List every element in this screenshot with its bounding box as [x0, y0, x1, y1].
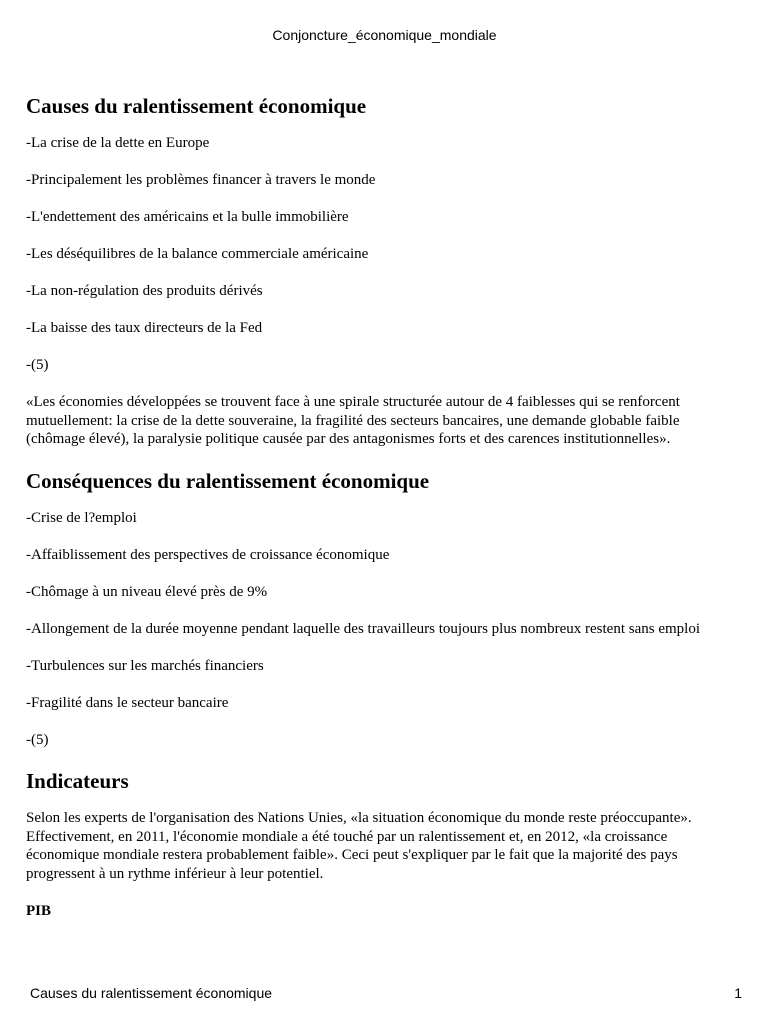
- running-header: Conjoncture_économique_mondiale: [272, 27, 497, 43]
- section-heading-consequences: Conséquences du ralentissement économique: [26, 468, 430, 493]
- footer-section-title: Causes du ralentissement économique: [30, 985, 273, 1001]
- paragraph: -Chômage à un niveau élevé près de 9%: [26, 583, 268, 600]
- page-number: 1: [734, 985, 742, 1001]
- quote-paragraph: «Les économies développées se trouvent face à une spirale structurée autour de 4 faiblesses qui se renforcent mutuellement: la crise de la dette souveraine, la fragilité des secteurs bancaires, une demande globable faible (chômage élevé), la paralysie politique causée par des antagonismes forts et des carences institutionnelles».: [26, 394, 680, 447]
- section-heading-causes: Causes du ralentissement économique: [26, 94, 367, 118]
- paragraph: -La baisse des taux directeurs de la Fed: [26, 320, 263, 336]
- paragraph: -Principalement les problèmes financer à travers le monde: [26, 172, 376, 188]
- paragraph: -(5): [26, 731, 49, 748]
- paragraph: -Affaiblissement des perspectives de croissance économique: [26, 546, 390, 563]
- paragraph: Selon les experts de l'organisation des Nations Unies, «la situation économique du monde reste préoccupante». Effectivement, en 2011, l'économie mondiale a été touché par un ralentissement et, en 2012, «la croissance économique mondiale restera probablement faible». Ceci peut s'expliquer par le fait que la majorité des pays progressent à un rythme inférieur à leur potentiel.: [26, 810, 692, 882]
- paragraph: -L'endettement des américains et la bulle immobilière: [26, 209, 349, 225]
- paragraph: -Crise de l?emploi: [26, 509, 137, 526]
- paragraph: -La non-régulation des produits dérivés: [26, 283, 263, 299]
- section-heading-indicateurs: Indicateurs: [26, 769, 129, 793]
- paragraph: -Les déséquilibres de la balance commerciale américaine: [26, 246, 369, 262]
- subheading-pib: PIB: [26, 902, 52, 919]
- paragraph: -(5): [26, 357, 49, 373]
- paragraph: -Allongement de la durée moyenne pendant laquelle des travailleurs toujours plus nombreux restent sans emploi: [26, 620, 700, 637]
- paragraph: -Fragilité dans le secteur bancaire: [26, 694, 229, 711]
- paragraph: -La crise de la dette en Europe: [26, 135, 210, 151]
- paragraph: -Turbulences sur les marchés financiers: [26, 657, 264, 674]
- document-body: [26, 92, 741, 920]
